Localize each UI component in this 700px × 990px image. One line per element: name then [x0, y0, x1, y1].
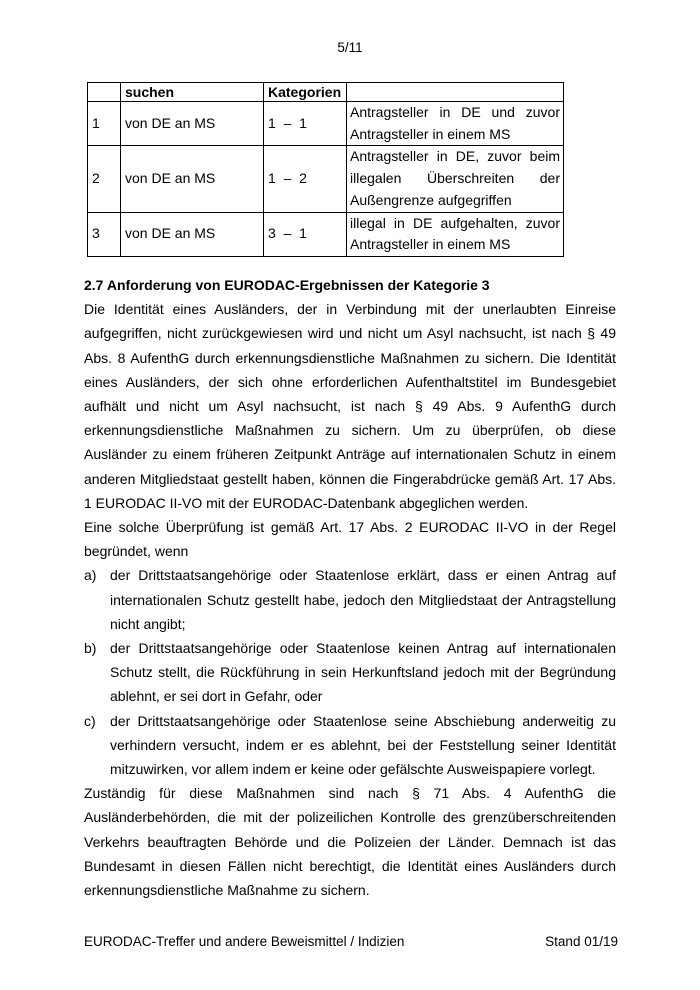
footer-title: EURODAC-Treffer und andere Beweismittel / Indizien	[84, 934, 405, 949]
page-footer	[84, 934, 618, 949]
header-suchen: suchen	[121, 83, 264, 102]
footer-version: Stand 01/19	[545, 934, 618, 949]
cell-kategorie: 1 – 2	[264, 146, 347, 212]
cell-suchen: von DE an MS	[121, 146, 264, 212]
table-header-row	[88, 83, 564, 102]
cell-suchen: von DE an MS	[121, 212, 264, 256]
cell-beschreibung: illegal in DE aufgehalten, zuvor Antragsteller in einem MS	[347, 212, 564, 256]
list-item	[84, 709, 616, 782]
cell-nr: 2	[88, 146, 121, 212]
list-item	[84, 636, 616, 709]
list-marker: c)	[84, 712, 96, 729]
cell-nr: 1	[88, 102, 121, 146]
list-item	[84, 563, 616, 636]
list-item-text: der Drittstaatsangehörige oder Staatenlose erklärt, dass er einen Antrag auf internationalen Schutz gestellt habe, jedoch den Mitgliedstaat der Antragstellung nicht angibt;	[110, 567, 616, 632]
table-row	[88, 102, 564, 146]
cell-beschreibung: Antragsteller in DE, zuvor beim illegalen Überschreiten der Außengrenze aufgegriffen	[347, 146, 564, 212]
cell-kategorie: 3 – 1	[264, 212, 347, 256]
list-marker: b)	[84, 640, 97, 657]
section-heading: 2.7 Anforderung von EURODAC-Ergebnissen der Kategorie 3	[84, 277, 490, 293]
header-beschreibung	[347, 83, 564, 102]
page-number: 5/11	[337, 40, 363, 55]
cell-nr: 3	[88, 212, 121, 256]
list-item-text: der Drittstaatsangehörige oder Staatenlose seine Abschiebung anderweitig zu verhindern versucht, indem er es ablehnt, bei der Feststellung seiner Identität mitzuwirken, vor allem indem er keine oder gefälschte Ausweispapiere vorlegt.	[110, 712, 616, 778]
header-kategorien: Kategorien	[264, 83, 347, 102]
header-nr	[88, 83, 121, 102]
table-row	[88, 212, 564, 256]
table-row	[88, 146, 564, 212]
cell-beschreibung: Antragsteller in DE und zuvor Antragsteller in einem MS	[347, 102, 564, 146]
list-marker: a)	[84, 567, 97, 584]
criteria-list	[84, 563, 616, 781]
section-content	[84, 273, 616, 902]
paragraph: Eine solche Überprüfung ist gemäß Art. 17 Abs. 2 EURODAC II-VO in der Regel begründet, wenn	[84, 519, 616, 560]
paragraph: Die Identität eines Ausländers, der in Verbindung mit der unerlaubten Einreise aufgegriffen, nicht zurückgewiesen wird und nicht um Asyl nachsucht, ist nach § 49 Abs. 8 AufenthG durch erkennungsdienstliche Maßnahmen zu sichern. Die Identität eines Ausländers, der sich ohne erforderlichen Aufenthaltstitel im Bundesgebiet aufhält und nicht um Asyl nachsucht, ist nach § 49 Abs. 9 AufenthG durch erkennungsdienstliche Maßnahmen zu sichern. Um zu überprüfen, ob diese Ausländer zu einem früheren Zeitpunkt Anträge auf internationalen Schutz in einem anderen Mitgliedstaat gestellt haben, können die Fingerabdrücke gemäß Art. 17 Abs. 1 EURODAC II-VO mit der EURODAC-Datenbank abgeglichen werden.	[84, 301, 616, 511]
cell-kategorie: 1 – 1	[264, 102, 347, 146]
category-table	[87, 82, 564, 257]
list-item-text: der Drittstaatsangehörige oder Staatenlose keinen Antrag auf internationalen Schutz stellt, die Rückführung in sein Herkunftsland jedoch mit der Begründung ablehnt, er sei dort in Gefahr, oder	[110, 640, 616, 705]
cell-suchen: von DE an MS	[121, 102, 264, 146]
paragraph: Zuständig für diese Maßnahmen sind nach § 71 Abs. 4 AufenthG die Ausländerbehörden, die mit der polizeilichen Kontrolle des grenzüberschreitenden Verkehrs beauftragten Behörde und die Polizeien der Länder. Demnach ist das Bundesamt in diesen Fällen nicht berechtigt, die Identität eines Ausländers durch erkennungsdienstliche Maßnahme zu sichern.	[84, 785, 616, 899]
